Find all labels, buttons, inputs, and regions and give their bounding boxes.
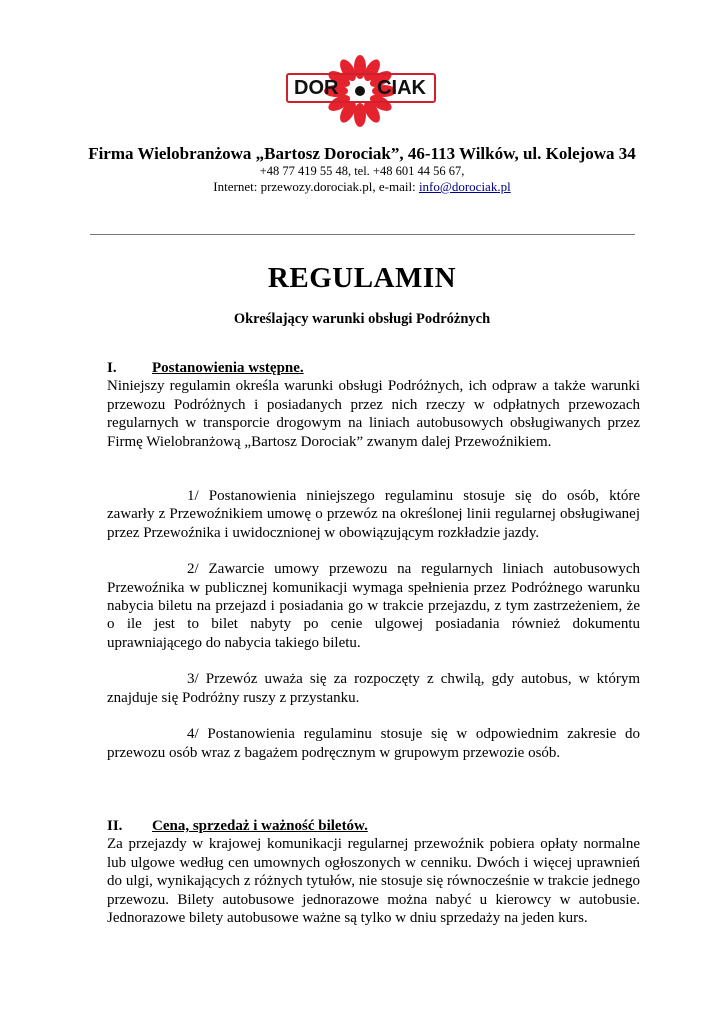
section-intro: Za przejazdy w krajowej komunikacji regularnej przewoźnik pobiera opłaty normalne lub ulgowe według cen umownych ogłoszonych w cenniku. Dwóch i więcej uprawnień do ulgi, wynikających z różnych tytułów, nie stosuje się równocześnie w trakcie jednego przewozu. Bilety autobusowe jednorazowe można nabyć u kierowcy w autobusie. Jednorazowe bilety autobusowe ważne są tylko w dniu sprzedaży na jeden kurs. <box>107 836 640 926</box>
document-subtitle: Określający warunki obsługi Podróżnych <box>233 311 491 327</box>
logo-text-left: DOR <box>294 76 339 99</box>
section-point: 3/ Przewóz uważa się za rozpoczęty z chwilą, gdy autobus, w którym znajduje się Podróżny ruszy z przystanku. <box>107 671 640 706</box>
section-title: Cena, sprzedaż i ważność biletów. <box>152 817 368 834</box>
section-point: 1/ Postanowienia niniejszego regulaminu stosuje się do osób, które zawarły z Przewoźnikiem umowę o przewóz na określonej linii regularnej obsługiwanej przez Przewoźnika i uwidocznionej w obowiązującym rozkładzie jazdy. <box>107 488 640 541</box>
section-heading <box>107 817 640 835</box>
section-title: Postanowienia wstępne. <box>152 360 304 376</box>
header-divider <box>90 234 635 235</box>
section-heading <box>107 359 640 377</box>
section-point: 4/ Postanowienia regulaminu stosuje się w odpowiednim zakresie do przewozu osób wraz z bagażem podręcznym w grupowym przewozie osób. <box>107 726 640 761</box>
section-intro: Niniejszy regulamin określa warunki obsługi Podróżnych, ich odpraw a także warunki przewozu Podróżnych i posiadanych przez nich rzeczy w odpłatnych przewozach regularnych w transporcie drogowym na liniach autobusowych obsługiwanych przez Firmę Wielobranżową „Bartosz Dorociak” zwanym dalej Przewoźnikiem. <box>107 378 640 450</box>
company-internet <box>0 179 724 195</box>
email-link[interactable]: info@dorociak.pl <box>418 179 511 194</box>
logo-wordmark <box>286 73 436 103</box>
document-body <box>107 359 640 927</box>
section-point: 2/ Zawarcie umowy przewozu na regularnych liniach autobusowych Przewoźnika w publicznej komunikacji wymaga spełnienia przez Podróżnego warunku nabycia biletu na przejazd i posiadania go w trakcie przejazdu, z tym zastrzeżeniem, że o ile jest to bilet nabyty po cenie ulgowej posiadania również dokumentu uprawniającego do nabycia takiego biletu. <box>107 561 640 651</box>
company-name: Firma Wielobranżowa „Bartosz Dorociak”, 46-113 Wilków, ul. Kolejowa 34 <box>88 144 636 163</box>
internet-label: Internet: przewozy.dorociak.pl, e-mail: <box>213 179 419 194</box>
section-number: II. <box>107 817 123 834</box>
document-title: REGULAMIN <box>267 262 457 294</box>
logo-text-right: CIAK <box>377 76 426 99</box>
company-logo <box>286 55 438 127</box>
section-number: I. <box>107 360 117 376</box>
company-phones: +48 77 419 55 48, tel. +48 601 44 56 67, <box>259 164 465 178</box>
